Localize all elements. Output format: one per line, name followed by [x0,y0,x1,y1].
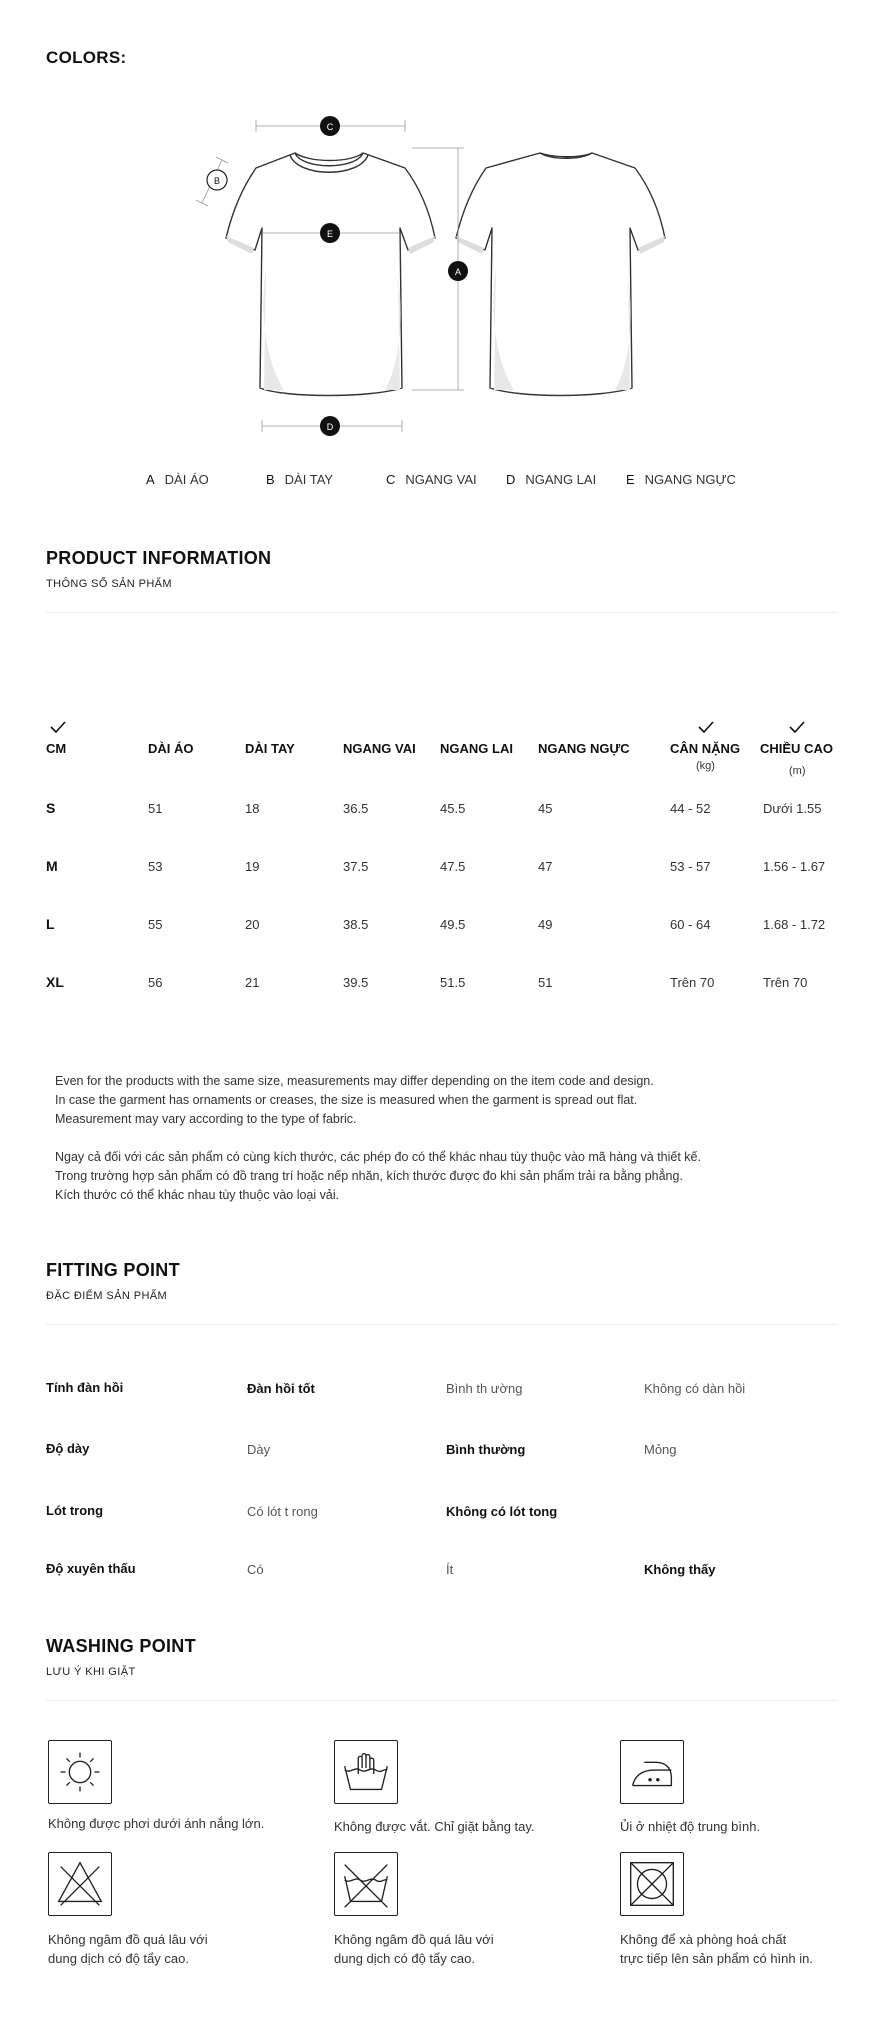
table-cell: 51.5 [440,975,466,990]
table-cell: 51 [148,801,163,816]
table-cell: 53 - 57 [670,859,711,874]
product-info-subtitle: THÔNG SỐ SẢN PHẨM [46,578,172,590]
table-cell: 56 [148,975,163,990]
svg-text:A: A [454,267,462,277]
fit-option-selected: Bình thường [446,1442,526,1457]
fit-option: Có lót t rong [247,1504,318,1519]
legend-item-c: C NGANG VAI [386,472,477,487]
svg-text:E: E [326,229,334,239]
table-cell: 1.68 - 1.72 [763,917,826,932]
table-cell: 20 [245,917,260,932]
fit-option-selected: Không có lót tong [446,1504,558,1519]
product-info-title: PRODUCT INFORMATION [46,548,272,568]
table-cell: 44 - 52 [670,801,711,816]
svg-text:D: D [326,422,334,432]
no-bleach-icon [48,1852,112,1916]
table-cell: 47 [538,859,553,874]
size-l-label: L [46,916,55,932]
wash-caption: Không được phơi dưới ánh nắng lớn. [48,1816,265,1831]
marker-d [320,416,340,436]
header-cm: CM [46,741,67,756]
legend-item-e: E NGANG NGỰC [626,472,736,487]
colors-heading: COLORS: [46,48,127,67]
header-ngang-vai: NGANG VAI [343,741,416,756]
no-tumble-dry-icon [620,1852,684,1916]
table-cell: 47.5 [440,859,466,874]
table-cell: 21 [245,975,260,990]
table-cell: 39.5 [343,975,369,990]
table-cell: Dưới 1.55 [763,801,822,816]
legend-item-a: A DÀI ÁO [146,472,209,487]
header-dai-ao: DÀI ÁO [148,741,194,756]
table-cell: 49 [538,917,553,932]
washing-point-subtitle: LƯU Ý KHI GIẶT [46,1666,136,1678]
table-cell: 18 [245,801,260,816]
legend-item-d: D NGANG LAI [506,472,597,487]
fit-option-selected: Không thấy [644,1562,716,1577]
marker-c [320,116,340,136]
size-s-label: S [46,800,56,816]
fit-label-lining: Lót trong [46,1503,104,1518]
marker-e [320,223,340,243]
fit-option: Không có dàn hồi [644,1381,746,1396]
table-cell: 1.56 - 1.67 [763,859,826,874]
size-m-label: M [46,858,58,874]
check-icon [789,721,805,733]
fit-option: Có [247,1562,264,1577]
wash-caption: Ủi ở nhiệt độ trung bình. [620,1819,761,1834]
tshirt-back-drawing [456,153,665,396]
table-cell: 37.5 [343,859,369,874]
table-cell: 45 [538,801,553,816]
table-cell: Trên 70 [763,975,808,990]
table-cell: 53 [148,859,163,874]
wash-caption: Không để xà phòng hoá chất trực tiếp lên sản phẩm có hình in. [620,1932,813,1966]
marker-a [448,261,468,281]
washing-point-title: WASHING POINT [46,1636,196,1656]
divider [46,612,838,613]
table-cell: 49.5 [440,917,466,932]
no-direct-sun-icon [48,1740,112,1804]
table-cell: 36.5 [343,801,369,816]
header-chieu-cao: CHIỀU CAO [760,741,833,756]
fit-label-thickness: Độ dày [46,1441,90,1456]
tshirt-measurement-diagram [180,108,700,448]
fit-option: Ít [446,1562,454,1577]
fit-option-selected: Đàn hồi tốt [247,1381,315,1396]
wash-caption: Không ngâm đồ quá lâu với dung dịch có độ tẩy cao. [48,1932,208,1966]
height-unit: (m) [789,765,806,777]
fitting-point-title: FITTING POINT [46,1260,180,1280]
check-icon [698,721,714,733]
fitting-point-subtitle: ĐẶC ĐIỂM SẢN PHẨM [46,1290,168,1302]
marker-b [207,170,227,190]
svg-text:C: C [326,122,334,132]
fit-label-transparency: Độ xuyên thấu [46,1561,136,1576]
table-cell: 60 - 64 [670,917,711,932]
table-cell: 55 [148,917,163,932]
table-cell: 38.5 [343,917,369,932]
table-cell: 45.5 [440,801,466,816]
size-xl-label: XL [46,974,64,990]
header-ngang-lai: NGANG LAI [440,741,513,756]
legend-item-b: B DÀI TAY [266,472,334,487]
svg-text:B: B [213,176,221,186]
tshirt-front-drawing [226,153,435,396]
fit-option: Mỏng [644,1442,677,1457]
wash-caption: Không ngâm đồ quá lâu với dung dịch có độ tẩy cao. [334,1932,494,1966]
header-can-nang: CÂN NẶNG [670,741,741,756]
divider [46,1700,838,1701]
header-ngang-nguc: NGANG NGỰC [538,741,630,756]
fit-label-elasticity: Tính đàn hồi [46,1380,124,1395]
note-vi: Ngay cả đối với các sản phẩm có cùng kích thước, các phép đo có thể khác nhau tùy thuộc vào mã hàng và thiết kế. Trong trường hợp sản phẩm có đồ trang trí hoặc nếp nhăn, kích thước được đo khi sản phẩm trải ra bằng phẳng. Kích thước có thể khác nhau tùy thuộc vào loại vải. [55,1150,701,1202]
no-soak-icon [334,1852,398,1916]
table-cell: 19 [245,859,260,874]
hand-wash-icon [334,1740,398,1804]
weight-unit: (kg) [696,760,715,772]
iron-medium-icon [620,1740,684,1804]
check-icon [50,721,66,733]
note-en: Even for the products with the same size, measurements may differ depending on the item code and design. In case the garment has ornaments or creases, the size is measured when the garment is spread out flat. Measurement may vary according to the type of fabric. [55,1074,654,1126]
table-cell: 51 [538,975,553,990]
fit-option: Dày [247,1442,271,1457]
table-cell: Trên 70 [670,975,715,990]
wash-caption: Không được vắt. Chỉ giặt bằng tay. [334,1819,535,1834]
header-dai-tay: DÀI TAY [245,741,295,756]
divider [46,1324,838,1325]
fit-option: Bình th ường [446,1381,523,1396]
